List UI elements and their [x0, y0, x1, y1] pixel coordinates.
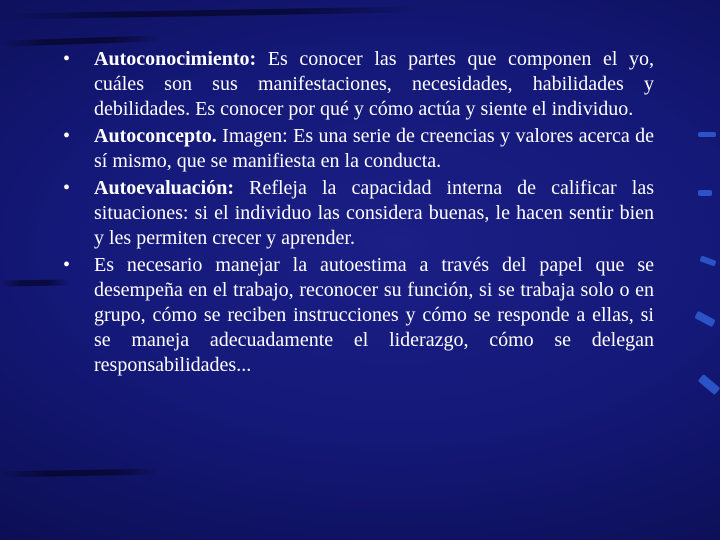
decorative-accent — [694, 311, 715, 327]
bullet-item-autoevaluacion — [60, 176, 654, 251]
bullet-list — [60, 47, 654, 378]
bullet-text: Es necesario manejar la autoestima a través del papel que se desempeña en el trabajo, reconocer su función, si se trabaja solo o en grupo, cómo se reciben instrucciones y cómo se responde a ellas, si se maneja adecuadamente el liderazgo, cómo se delegan responsabilidades... — [94, 254, 654, 376]
bullet-item-autoconcepto — [60, 124, 654, 174]
decorative-streak — [0, 469, 160, 478]
bullet-item-manejo-autoestima — [60, 253, 654, 378]
bullet-term: Autoconocimiento: — [94, 48, 257, 70]
bullet-marker: • — [63, 254, 71, 276]
bullet-item-autoconocimiento — [60, 47, 654, 122]
decorative-streak — [0, 35, 160, 47]
decorative-accent — [698, 132, 716, 137]
decorative-streak — [0, 6, 420, 19]
bullet-text: Refleja la capacidad interna de calificar las situaciones: si el individuo las considera buenas, le hacen sentir bien y les permiten crecer y aprender. — [94, 177, 654, 249]
bullet-term: Autoconcepto. — [94, 125, 217, 147]
bullet-marker: • — [63, 125, 71, 147]
slide-content — [60, 47, 654, 380]
bullet-text: Es conocer las partes que componen el yo, cuáles son sus manifestaciones, necesidades, habilidades y debilidades. Es conocer por qué y cómo actúa y siente el individuo. — [94, 48, 654, 120]
decorative-accent — [698, 190, 712, 196]
decorative-accent — [699, 255, 716, 266]
bullet-marker: • — [63, 177, 71, 199]
decorative-accent — [698, 374, 720, 395]
bullet-term: Autoevaluación: — [94, 177, 234, 199]
bullet-marker: • — [63, 48, 71, 70]
bullet-text: Imagen: Es una serie de creencias y valores acerca de sí mismo, que se manifiesta en la conducta. — [94, 125, 654, 172]
